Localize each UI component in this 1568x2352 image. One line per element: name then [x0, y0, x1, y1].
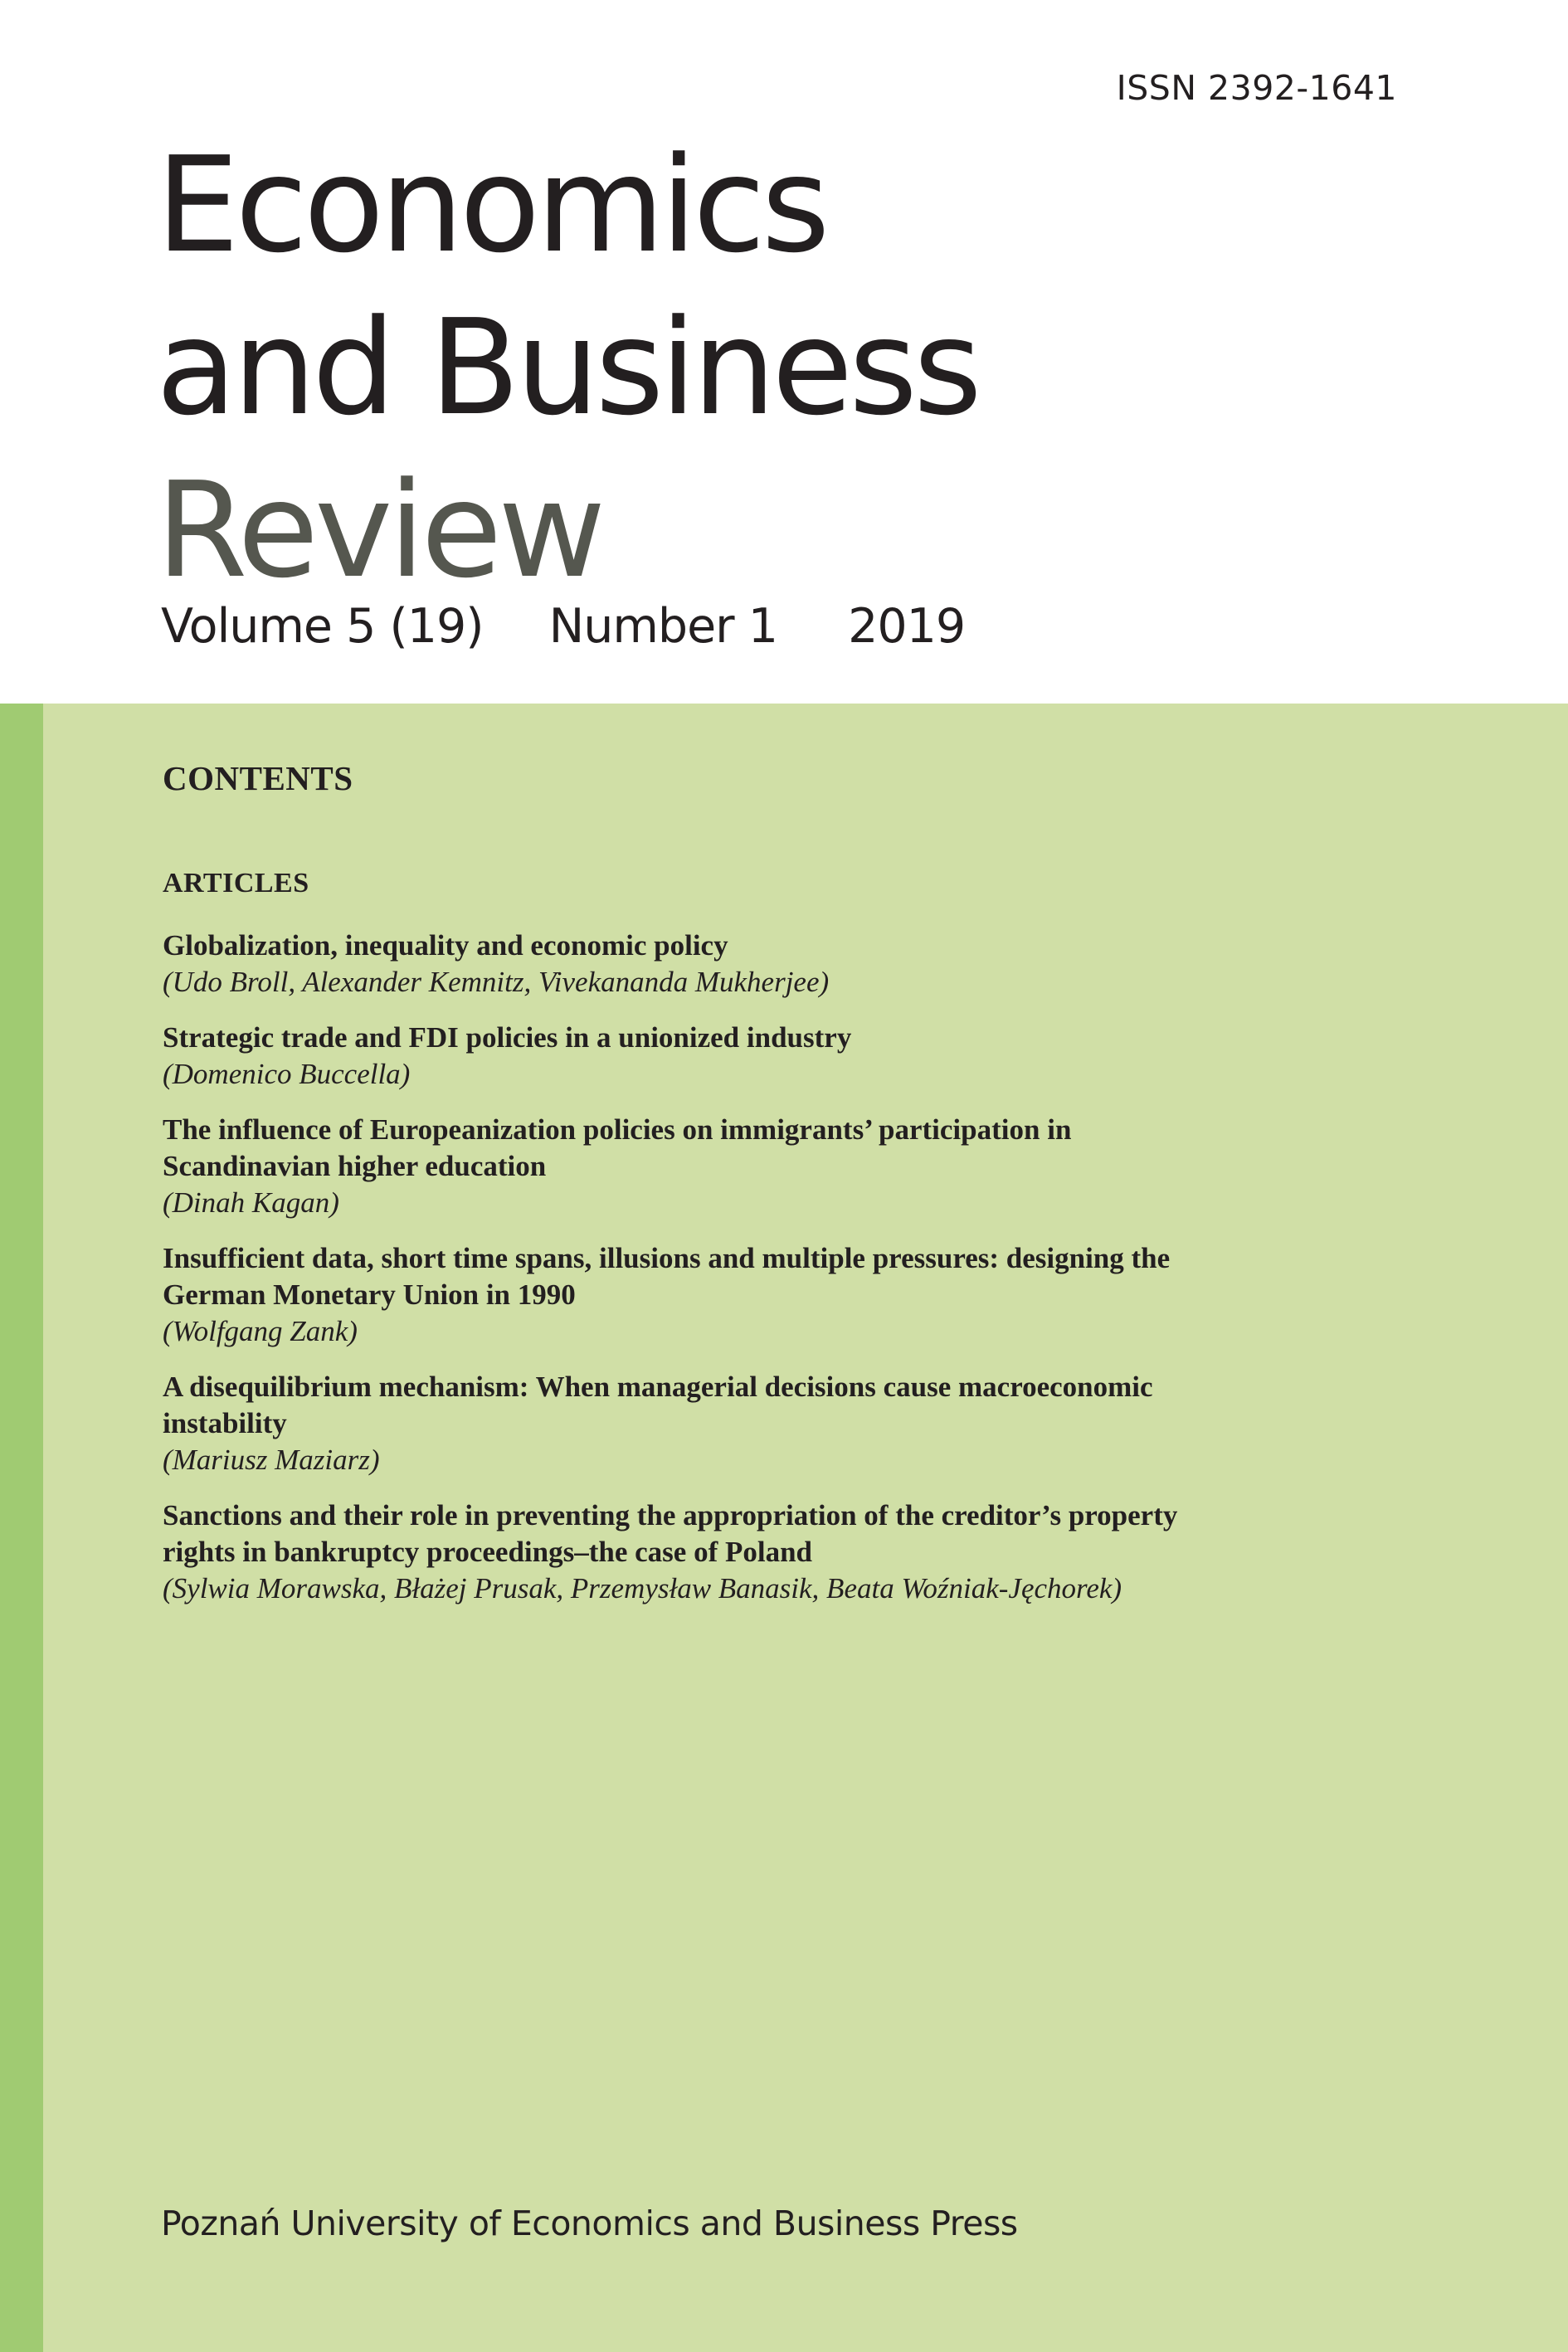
contents-heading: CONTENTS — [163, 759, 353, 797]
issue-year: 2019 — [848, 599, 966, 654]
publisher-name: Poznań University of Economics and Business Press — [161, 2203, 1018, 2243]
article-authors: (Sylwia Morawska, Błażej Prusak, Przemysław Banasik, Beata Woźniak-Jęchorek) — [163, 1572, 1122, 1605]
issue-info — [161, 599, 965, 654]
accent-strip — [0, 704, 43, 2352]
article-authors: (Udo Broll, Alexander Kemnitz, Vivekananda Mukherjee) — [163, 966, 830, 998]
journal-title — [156, 124, 978, 612]
article-title: Strategic trade and FDI policies in a unionized industry — [163, 1021, 852, 1054]
article-item[interactable] — [163, 928, 1407, 1001]
journal-title-line-3: Review — [156, 454, 602, 607]
article-authors: (Domenico Buccella) — [163, 1058, 411, 1090]
article-title: Sanctions and their role in preventing the appropriation of the creditor’s property rights in bankruptcy proceedings–the case of Poland — [163, 1499, 1178, 1568]
article-title: A disequilibrium mechanism: When managerial decisions cause macroeconomic instability — [163, 1371, 1153, 1439]
article-item[interactable] — [163, 1497, 1407, 1607]
journal-title-line-2: and Business — [156, 291, 978, 445]
article-authors: (Wolfgang Zank) — [163, 1315, 358, 1347]
article-authors: (Mariusz Maziarz) — [163, 1444, 380, 1476]
article-authors: (Dinah Kagan) — [163, 1186, 339, 1219]
issn-label: ISSN 2392-1641 — [1116, 68, 1397, 108]
article-list — [163, 928, 1407, 1626]
article-item[interactable] — [163, 1240, 1407, 1350]
article-item[interactable] — [163, 1369, 1407, 1478]
article-item[interactable] — [163, 1020, 1407, 1093]
journal-title-line-1: Economics — [156, 129, 826, 282]
article-title: Globalization, inequality and economic policy — [163, 929, 728, 962]
issue-volume: Volume 5 (19) — [161, 599, 484, 654]
article-title: Insufficient data, short time spans, illusions and multiple pressures: designing the German Monetary Union in 1990 — [163, 1242, 1171, 1311]
contents-panel — [0, 704, 1568, 2352]
articles-heading: ARTICLES — [163, 868, 309, 898]
article-item[interactable] — [163, 1112, 1407, 1221]
article-title: The influence of Europeanization policies on immigrants’ participation in Scandinavian higher education — [163, 1113, 1072, 1182]
issue-number: Number 1 — [548, 599, 777, 654]
